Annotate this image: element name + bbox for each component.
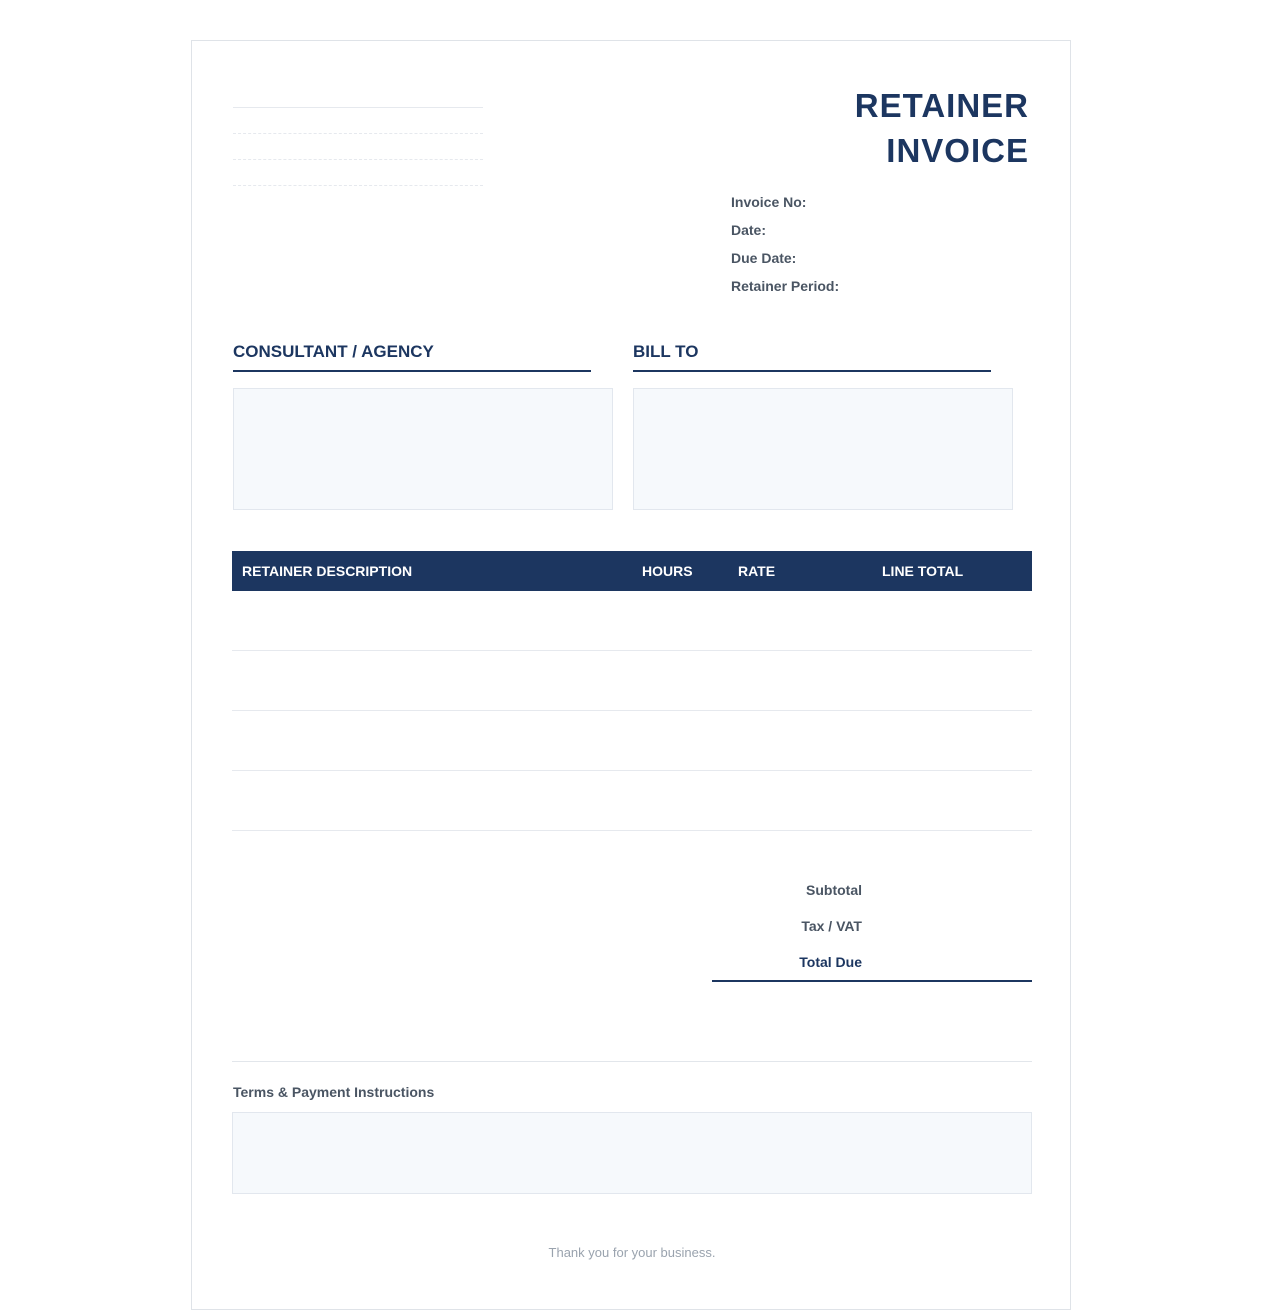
invoice-no-label: Invoice No: [731,194,807,210]
column-hours: HOURS [642,563,693,579]
totals-block [712,873,1032,982]
invoice-page [191,40,1071,1310]
total-due-row [712,945,1032,982]
subtotal-label: Subtotal [806,882,862,898]
consultant-heading: CONSULTANT / AGENCY [233,343,591,372]
due-date-label: Due Date: [731,250,797,266]
table-row[interactable] [232,711,1032,771]
terms-box[interactable] [232,1112,1032,1194]
tax-label: Tax / VAT [801,918,862,934]
invoice-meta [731,193,1031,305]
terms-label: Terms & Payment Instructions [233,1084,435,1100]
thank-you-note: Thank you for your business. [548,1245,716,1260]
table-row[interactable] [232,651,1032,711]
subtotal-row [712,873,1032,909]
bill-to-heading: BILL TO [633,343,991,372]
retainer-period-label: Retainer Period: [731,278,840,294]
company-line[interactable] [233,108,483,134]
table-row[interactable] [232,771,1032,831]
column-rate: RATE [738,563,776,579]
date-label: Date: [731,222,767,238]
column-description: RETAINER DESCRIPTION [242,563,413,579]
line-items-header [232,551,1032,591]
title-line-1: RETAINER [854,87,1029,124]
company-line[interactable] [233,160,483,186]
bill-to-address-box[interactable] [633,388,1013,510]
line-items [232,591,1032,831]
section-divider [232,1061,1032,1062]
tax-row [712,909,1032,945]
total-due-label: Total Due [799,954,862,970]
title-line-2: INVOICE [886,132,1029,169]
consultant-address-box[interactable] [233,388,613,510]
table-row[interactable] [232,591,1032,651]
company-info-lines [233,107,483,186]
company-line[interactable] [233,134,483,160]
document-title [729,83,1029,173]
column-line-total: LINE TOTAL [882,563,964,579]
